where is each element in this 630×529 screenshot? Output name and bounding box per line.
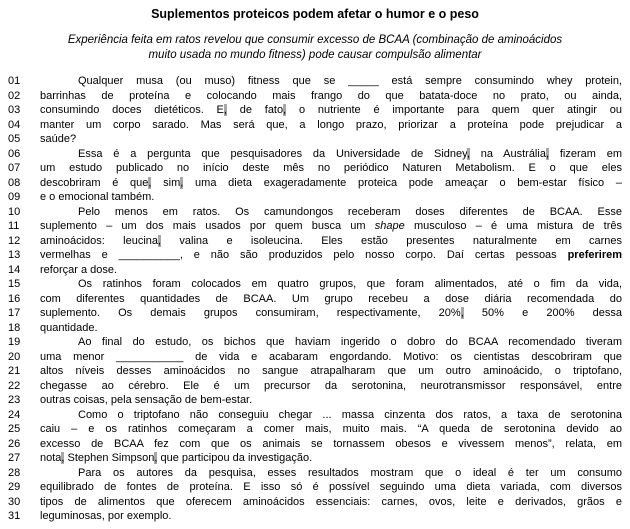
text-segment: equilibrado de fontes de proteína. E isso só é possível seguindo uma dieta variada, com diversos (40, 481, 622, 493)
text-segment: de fato (226, 104, 284, 116)
text-segment: nota (40, 452, 62, 464)
line-text (40, 509, 622, 524)
line-text (40, 147, 622, 162)
text-line (8, 118, 622, 133)
text-segment: Os ratinhos foram colocados em quatro grupos, que foram alimentados, até o fim da vida, (78, 278, 622, 290)
line-text (40, 103, 622, 118)
text-segment: chegasse ao cérebro. Ele é um precursor da serotonina, neurotransmissor responsável, entre (40, 379, 622, 392)
line-number: 23 (8, 394, 21, 406)
line-text (40, 132, 622, 147)
article-subtitle (0, 33, 630, 63)
text-segment: sim (151, 176, 181, 189)
highlighted-comma: , (154, 452, 158, 464)
text-segment: altos níveis desses aminoácidos no sangue atrapalharam que um outro aminoácido, o triptofano, (40, 365, 622, 377)
line-number: 05 (8, 133, 21, 145)
line-text (40, 379, 622, 394)
line-number: 21 (8, 365, 21, 377)
highlighted-comma: , (223, 104, 227, 116)
text-line (8, 132, 622, 147)
line-number: 24 (8, 408, 21, 421)
text-line (8, 306, 622, 321)
highlighted-comma: , (148, 176, 152, 189)
text-line (8, 379, 622, 394)
text-segment: e o emocional também. (40, 191, 155, 203)
line-number: 09 (8, 191, 21, 203)
text-segment: aminoácidos: leucina (40, 234, 159, 247)
highlighted-comma: , (460, 307, 464, 319)
text-segment: musculoso – é uma mistura de três (404, 220, 622, 232)
text-segment: na Austrália (469, 147, 546, 160)
text-line (8, 408, 622, 423)
line-number: 17 (8, 307, 21, 319)
highlighted-comma: , (545, 147, 550, 160)
text-segment: Como o triptofano não conseguiu chegar ... massa cinzenta dos ratos, a taxa de serotonina (78, 408, 622, 421)
line-number: 13 (8, 249, 21, 261)
line-number: 27 (8, 452, 21, 464)
text-line (8, 248, 622, 263)
text-line (8, 263, 622, 278)
text-line (8, 161, 622, 176)
text-line (8, 74, 622, 89)
text-line (8, 350, 622, 365)
article-title: Suplementos proteicos podem afetar o humor e o peso (151, 7, 479, 21)
text-segment: com diferentes quantidades de BCAA. Um grupo recebeu a dose diária recomendada do (40, 292, 622, 305)
text-line (8, 147, 622, 162)
text-segment: outras coisas, pela sensação de bem-estar. (40, 394, 253, 406)
line-text (40, 495, 622, 510)
text-segment: descobriram é que (40, 176, 149, 189)
text-line (8, 437, 622, 452)
text-line (8, 466, 622, 481)
article-subtitle-line-1: Experiência feita em ratos revelou que consumir excesso de BCAA (combinação de aminoácidos (67, 34, 563, 46)
text-segment: Ao final do estudo, os bichos que haviam ingerido o dobro do BCAA recomendado tiveram (78, 336, 622, 348)
line-text (40, 292, 622, 307)
text-segment: saúde? (40, 133, 77, 145)
article-subtitle-line-2: muito usada no mundo fitness) pode causar compulsão alimentar (148, 49, 482, 61)
line-text (40, 118, 622, 133)
text-line (8, 190, 622, 205)
line-text (40, 364, 622, 379)
text-segment: caiu – e os ratinhos começaram a comer mais, muito mais. “A queda de serotonina devido ao (40, 423, 622, 435)
highlighted-comma: , (466, 147, 470, 160)
line-number: 03 (8, 104, 21, 116)
text-segment: 50% e 200% dessa (463, 307, 622, 319)
text-segment: Para os autores da pesquisa, esses resultados mostram que o ideal é ter um consumo (78, 466, 622, 479)
line-number: 15 (8, 278, 21, 290)
text-line (8, 103, 622, 118)
text-segment: uma dieta exageradamente proteica pode ameaçar o bem-estar físico – (183, 176, 622, 189)
text-line (8, 422, 622, 437)
line-text (40, 350, 622, 365)
text-line (8, 364, 622, 379)
text-segment: uma menor ___________ de vida e acabaram engordando. Motivo: os cientistas descobriram que (40, 350, 622, 363)
line-text (40, 74, 622, 89)
line-number: 04 (8, 118, 21, 131)
text-segment: barrinhas de proteína e colocando mais frango do que batata-doce no prato, ou ainda, (40, 89, 622, 102)
text-segment: fizeram em (549, 147, 622, 160)
text-segment: suplemento. Os demais grupos consumiram, respectivamente, 20% (40, 307, 461, 319)
text-line (8, 176, 622, 191)
line-text (40, 466, 622, 481)
line-number: 12 (8, 234, 21, 247)
line-text (40, 176, 622, 191)
text-segment: Essa é a pergunta que pesquisadores da Universidade de Sidney (78, 147, 467, 160)
text-segment: o nutriente é importante para quem quer atingir ou (286, 104, 622, 116)
text-segment: excesso de BCAA fez com que os animais se tornassem obesos e vivessem menos”, relata, em (40, 437, 622, 450)
highlighted-comma: , (283, 104, 287, 116)
line-number: 26 (8, 437, 21, 450)
line-text (40, 263, 622, 278)
text-segment: manter um corpo sarado. Mas será que, a longo prazo, priorizar a proteína pode prejudicar a (40, 118, 622, 131)
line-text (40, 321, 622, 336)
text-line (8, 509, 622, 524)
line-number: 11 (8, 220, 20, 232)
line-text (40, 335, 622, 350)
text-line (8, 277, 622, 292)
line-text (40, 306, 622, 321)
text-segment: quantidade. (40, 321, 98, 334)
line-number: 31 (8, 510, 21, 522)
line-text (40, 480, 622, 495)
text-line (8, 480, 622, 495)
line-text (40, 393, 622, 408)
text-line (8, 292, 622, 307)
text-segment: que participou da investigação. (157, 452, 313, 464)
text-segment: um estudo publicado no início deste mês no periódico Naturen Metabolism. E o que eles (40, 162, 622, 174)
line-number: 22 (8, 379, 21, 392)
line-text (40, 190, 622, 205)
text-segment: Pelo menos em ratos. Os camundongos receberam doses diferentes de BCAA. Esse (78, 205, 622, 218)
text-segment: suplemento – um dos mais usados por quem busca um (40, 220, 375, 232)
line-number: 16 (8, 292, 21, 305)
line-text (40, 277, 622, 292)
line-number: 18 (8, 321, 21, 334)
text-segment: Qualquer musa (ou muso) fitness que se _____ está sempre consumindo whey protein, (78, 75, 622, 87)
line-text (40, 451, 622, 466)
text-segment: vermelhas e __________, e não são produzidos pelo nosso corpo. Daí certas pessoas (40, 249, 568, 261)
line-number: 30 (8, 495, 21, 508)
text-segment: Stephen Simpson (64, 452, 155, 464)
highlighted-comma: , (180, 176, 184, 189)
line-number: 28 (8, 466, 21, 479)
line-number: 29 (8, 481, 21, 493)
bold-word: preferirem (567, 249, 622, 261)
line-number: 02 (8, 89, 21, 102)
highlighted-comma: , (158, 234, 162, 247)
text-line (8, 495, 622, 510)
line-number: 10 (8, 205, 21, 218)
line-number: 06 (8, 147, 21, 160)
line-text (40, 219, 622, 234)
line-text (40, 205, 622, 220)
text-line (8, 321, 622, 336)
line-number: 25 (8, 423, 21, 435)
body-lines (0, 74, 630, 524)
line-number: 01 (8, 75, 21, 87)
line-text (40, 422, 622, 437)
text-line (8, 451, 622, 466)
line-number: 08 (8, 176, 21, 189)
text-line (8, 234, 622, 249)
line-number: 19 (8, 336, 21, 348)
text-segment: reforçar a dose. (40, 263, 118, 276)
text-segment: valina e isoleucina. Eles estão presentes naturalmente em carnes (161, 234, 622, 247)
italic-word: shape (374, 220, 405, 232)
line-number: 14 (8, 263, 21, 276)
text-segment: tipos de alimentos que oferecem aminoácidos essenciais: carnes, ovos, leite e derivados, grãos e (40, 495, 622, 508)
text-line (8, 393, 622, 408)
line-text (40, 408, 622, 423)
text-segment: consumindo doces dietéticos. E (40, 104, 224, 116)
line-text (40, 161, 622, 176)
text-line (8, 335, 622, 350)
line-number: 20 (8, 350, 21, 363)
line-text (40, 437, 622, 452)
line-text (40, 234, 622, 249)
text-line (8, 205, 622, 220)
text-line (8, 219, 622, 234)
text-segment: leguminosas, por exemplo. (40, 510, 172, 522)
highlighted-comma: , (61, 452, 65, 464)
text-line (8, 89, 622, 104)
line-text (40, 248, 622, 263)
line-number: 07 (8, 162, 21, 174)
line-text (40, 89, 622, 104)
